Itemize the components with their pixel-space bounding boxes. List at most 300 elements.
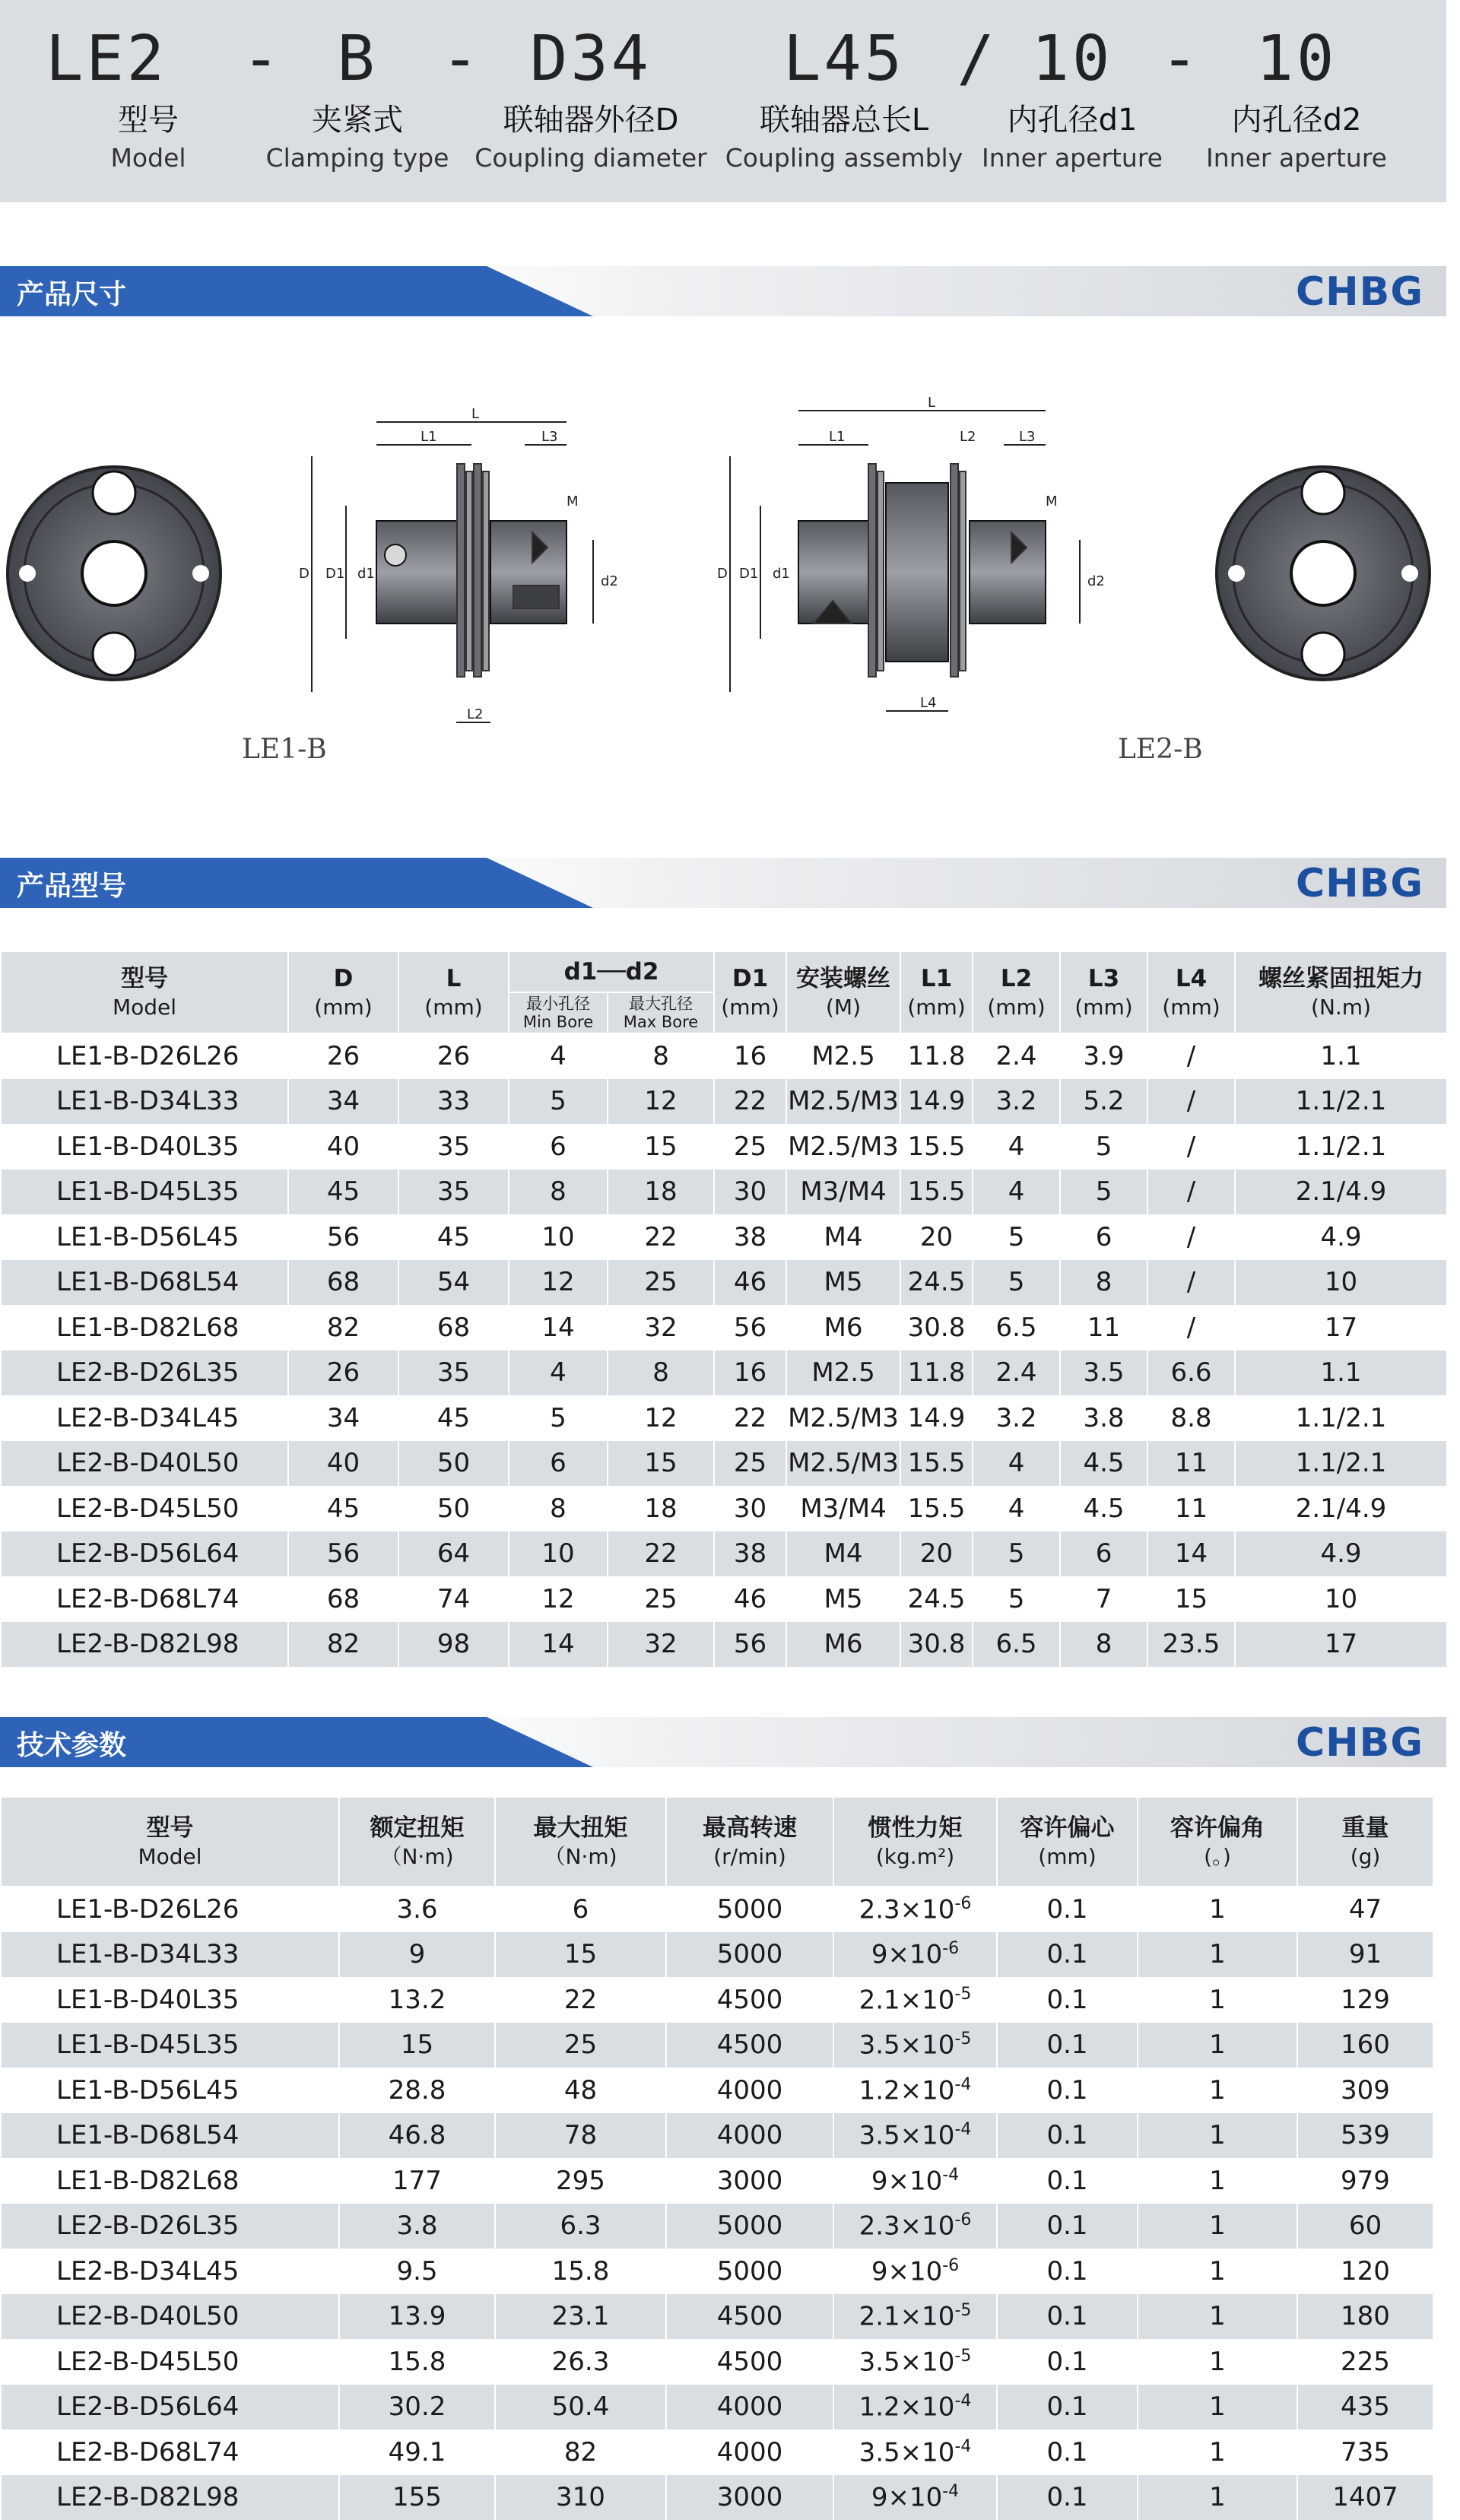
table-cell: 1.1/2.1 (1235, 1079, 1447, 1125)
table-cell: 1.1/2.1 (1235, 1124, 1447, 1170)
table-cell: 11 (1147, 1486, 1235, 1531)
table-cell: 2.4 (973, 1033, 1060, 1079)
table-cell: 35 (398, 1350, 509, 1396)
table-cell: 22 (495, 1977, 666, 2023)
table-cell: / (1147, 1305, 1235, 1350)
table-cell: 309 (1297, 2068, 1433, 2113)
table-cell: 60 (1297, 2204, 1433, 2249)
table-cell: 56 (288, 1531, 398, 1577)
col-torque: 螺丝紧固扭矩力 (N.m) (1235, 951, 1447, 1033)
table-cell: 15.5 (900, 1441, 973, 1487)
table-cell: 8.8 (1147, 1395, 1235, 1441)
table-cell: 225 (1297, 2339, 1433, 2385)
table-row (1, 2249, 1433, 2294)
table-cell: 23.5 (1147, 1622, 1235, 1668)
table-cell: 10 (509, 1214, 608, 1260)
code-d1: 10 (1032, 23, 1113, 95)
table-cell: 22 (714, 1079, 786, 1125)
models-table-body (1, 1033, 1447, 1667)
model-cell: LE1-B-D56L45 (1, 1214, 288, 1260)
table-cell: 5 (1060, 1170, 1147, 1215)
table-row (1, 1305, 1447, 1350)
model-cell: LE2-B-D56L64 (1, 2385, 339, 2430)
table-cell: 56 (714, 1622, 786, 1668)
section-header-dimensions (0, 266, 1446, 316)
section-header-models (0, 858, 1446, 908)
table-cell: 4000 (666, 2385, 833, 2430)
section-title: 技术参数 (17, 1724, 126, 1763)
table-cell: 1 (1138, 2158, 1297, 2204)
section-gradient (426, 858, 1446, 908)
model-cell: LE1-B-D40L35 (1, 1977, 339, 2023)
table-cell: M4 (786, 1531, 900, 1577)
section-gradient (426, 266, 1446, 316)
dim-label-D: D (299, 566, 309, 582)
table-cell: 1 (1138, 2294, 1297, 2340)
table-row (1, 1622, 1447, 1668)
table-cell: 68 (288, 1260, 398, 1306)
brand-logo: CHBG (1296, 269, 1424, 315)
table-cell: 3.9 (1060, 1033, 1147, 1079)
table-cell: 180 (1297, 2294, 1433, 2340)
table-cell: 0.1 (997, 2204, 1138, 2249)
tech-col-header: 额定扭矩 （N·m) (339, 1797, 495, 1887)
models-table (0, 951, 1448, 1667)
dim-label-M: M (567, 494, 579, 509)
col-L: L (mm) (398, 951, 509, 1033)
table-row (1, 1531, 1447, 1577)
table-cell: 25 (714, 1124, 786, 1170)
tech-header-row (1, 1797, 1433, 1887)
code-slash: / (957, 23, 997, 95)
table-cell: $9\times 10^{-6}$ (833, 1932, 997, 1978)
dim-label-L2: L2 (467, 706, 483, 722)
table-cell: M2.5 (786, 1033, 900, 1079)
table-cell: 30.2 (339, 2385, 495, 2430)
code-dash: - (1160, 23, 1201, 95)
table-cell: M3/M4 (786, 1486, 900, 1531)
table-cell: 9 (339, 1932, 495, 1978)
table-cell: 17 (1235, 1305, 1447, 1350)
table-cell: 0.1 (997, 2113, 1138, 2159)
table-cell: 4500 (666, 1977, 833, 2023)
table-cell: 4 (973, 1124, 1060, 1170)
table-row (1, 1576, 1447, 1622)
right-end-view (1217, 467, 1430, 680)
dim-label-L3: L3 (1019, 429, 1035, 445)
table-row (1, 1033, 1447, 1079)
table-cell: 1 (1138, 2204, 1297, 2249)
table-cell: 22 (714, 1395, 786, 1441)
table-cell: 4000 (666, 2068, 833, 2113)
code-clamp: B (337, 23, 377, 95)
table-cell: $1.2\times 10^{-4}$ (833, 2385, 997, 2430)
table-cell: 30.8 (900, 1305, 973, 1350)
table-cell: 0.1 (997, 2023, 1138, 2068)
table-cell: 18 (608, 1486, 714, 1531)
table-cell: 30 (714, 1170, 786, 1215)
table-row (1, 1350, 1447, 1396)
table-row (1, 2204, 1433, 2249)
table-cell: 0.1 (997, 2249, 1138, 2294)
table-cell: 4.9 (1235, 1531, 1447, 1577)
table-cell: 8 (509, 1486, 608, 1531)
col-d1-d2: d1──d2 (509, 951, 714, 992)
table-cell: 1 (1138, 2023, 1297, 2068)
tech-col-header: 容许偏心 (mm) (997, 1797, 1138, 1887)
label-d1: 内孔径d1 Inner aperture (982, 100, 1163, 176)
label-model: 型号 Model (110, 100, 186, 176)
table-cell: 5 (509, 1079, 608, 1125)
table-cell: 25 (495, 2023, 666, 2068)
table-cell: $9\times 10^{-6}$ (833, 2249, 997, 2294)
table-cell: 14.9 (900, 1079, 973, 1125)
table-cell: 46 (714, 1576, 786, 1622)
tech-col-header: 最高转速 (r/min) (666, 1797, 833, 1887)
model-cell: LE1-B-D82L68 (1, 2158, 339, 2204)
table-cell: 160 (1297, 2023, 1433, 2068)
table-cell: 6 (495, 1887, 666, 1932)
dim-label-L: L (471, 406, 479, 422)
table-cell: 14 (509, 1622, 608, 1668)
drawing-label-le2: LE2-B (1118, 734, 1203, 765)
model-cell: LE2-B-D45L50 (1, 1486, 288, 1531)
table-cell: 295 (495, 2158, 666, 2204)
table-cell: 3000 (666, 2475, 833, 2520)
le1-side-view (312, 422, 593, 722)
table-cell: 5 (973, 1576, 1060, 1622)
table-cell: 82 (288, 1622, 398, 1668)
table-cell: M6 (786, 1622, 900, 1668)
table-cell: 8 (1060, 1260, 1147, 1306)
le2-side-view (730, 411, 1080, 711)
dim-label-D1: D1 (739, 566, 758, 582)
model-code-banner (0, 0, 1446, 202)
table-cell: M2.5/M3 (786, 1441, 900, 1487)
table-cell: 2.1/4.9 (1235, 1170, 1447, 1215)
table-cell: 91 (1297, 1932, 1433, 1978)
label-length: 联轴器总长L Coupling assembly (725, 100, 963, 176)
dim-label-L: L (928, 395, 935, 411)
table-cell: 26 (288, 1350, 398, 1396)
model-cell: LE2-B-D68L74 (1, 2430, 339, 2475)
tech-table-body (1, 1887, 1433, 2520)
dim-label-L3: L3 (541, 429, 557, 445)
table-cell: 1.1/2.1 (1235, 1395, 1447, 1441)
code-dash: - (441, 23, 481, 95)
table-row (1, 1214, 1447, 1260)
table-cell: 0.1 (997, 1887, 1138, 1932)
table-cell: 1 (1138, 2385, 1297, 2430)
table-cell: M5 (786, 1576, 900, 1622)
table-cell: 8 (509, 1170, 608, 1215)
table-cell: 54 (398, 1260, 509, 1306)
model-cell: LE2-B-D34L45 (1, 2249, 339, 2294)
table-cell: 6.5 (973, 1305, 1060, 1350)
table-cell: 4 (973, 1486, 1060, 1531)
table-cell: 14.9 (900, 1395, 973, 1441)
table-cell: 23.1 (495, 2294, 666, 2340)
col-L4: L4 (mm) (1147, 951, 1235, 1033)
table-cell: 4000 (666, 2430, 833, 2475)
code-series: LE2 (46, 23, 167, 95)
table-cell: 5 (1060, 1124, 1147, 1170)
col-L1: L1 (mm) (900, 951, 973, 1033)
table-cell: 4500 (666, 2339, 833, 2385)
dimension-drawings (0, 319, 1446, 806)
table-cell: 15.5 (900, 1124, 973, 1170)
model-cell: LE1-B-D40L35 (1, 1124, 288, 1170)
table-cell: 4.5 (1060, 1441, 1147, 1487)
table-cell: $3.5\times 10^{-4}$ (833, 2430, 997, 2475)
table-cell: 1.1/2.1 (1235, 1441, 1447, 1487)
dim-label-L2: L2 (960, 429, 976, 445)
table-cell: 4500 (666, 2023, 833, 2068)
table-cell: 1 (1138, 2113, 1297, 2159)
table-cell: 74 (398, 1576, 509, 1622)
table-cell: 26 (398, 1033, 509, 1079)
table-cell: 735 (1297, 2430, 1433, 2475)
table-row (1, 1124, 1447, 1170)
model-cell: LE1-B-D26L26 (1, 1033, 288, 1079)
table-cell: 45 (398, 1214, 509, 1260)
code-diameter: D34 (530, 23, 652, 95)
table-cell: 2.1/4.9 (1235, 1486, 1447, 1531)
section-gradient (426, 1717, 1446, 1767)
table-cell: 16 (714, 1350, 786, 1396)
table-cell: 26.3 (495, 2339, 666, 2385)
table-cell: 1 (1138, 2430, 1297, 2475)
drawings-svg (0, 319, 1446, 806)
left-end-view (8, 467, 221, 680)
table-cell: 17 (1235, 1622, 1447, 1668)
model-cell: LE1-B-D68L54 (1, 1260, 288, 1306)
model-cell: LE2-B-D40L50 (1, 2294, 339, 2340)
table-cell: 38 (714, 1214, 786, 1260)
table-row (1, 1977, 1433, 2023)
table-cell: $2.3\times 10^{-6}$ (833, 1887, 997, 1932)
drawing-label-le1: LE1-B (242, 734, 327, 765)
table-cell: 11.8 (900, 1350, 973, 1396)
table-cell: / (1147, 1260, 1235, 1306)
col-L3: L3 (mm) (1060, 951, 1147, 1033)
table-cell: M6 (786, 1305, 900, 1350)
model-cell: LE2-B-D26L35 (1, 1350, 288, 1396)
table-cell: 38 (714, 1531, 786, 1577)
table-cell: 47 (1297, 1887, 1433, 1932)
table-cell: 26 (288, 1033, 398, 1079)
table-row (1, 2339, 1433, 2385)
table-cell: 49.1 (339, 2430, 495, 2475)
table-cell: 15.8 (495, 2249, 666, 2294)
table-cell: 30.8 (900, 1622, 973, 1668)
col-screw: 安装螺丝 (M) (786, 951, 900, 1033)
table-row (1, 2430, 1433, 2475)
table-cell: 12 (509, 1260, 608, 1306)
table-row (1, 2475, 1433, 2520)
table-cell: / (1147, 1124, 1235, 1170)
table-cell: 35 (398, 1124, 509, 1170)
table-cell: / (1147, 1033, 1235, 1079)
model-cell: LE1-B-D26L26 (1, 1887, 339, 1932)
table-cell: $9\times 10^{-4}$ (833, 2475, 997, 2520)
table-cell: 8 (1060, 1622, 1147, 1668)
code-dash: - (242, 23, 282, 95)
table-cell: 4.9 (1235, 1214, 1447, 1260)
table-cell: 3.8 (339, 2204, 495, 2249)
table-row (1, 1170, 1447, 1215)
section-header-tech (0, 1717, 1446, 1767)
dim-label-D: D (717, 566, 728, 582)
table-cell: 0.1 (997, 2475, 1138, 2520)
tech-table (0, 1796, 1434, 2520)
table-row (1, 1486, 1447, 1531)
table-cell: 11 (1060, 1305, 1147, 1350)
table-cell: 0.1 (997, 2385, 1138, 2430)
table-cell: 11.8 (900, 1033, 973, 1079)
table-cell: 8 (608, 1350, 714, 1396)
table-cell: 50 (398, 1486, 509, 1531)
model-cell: LE1-B-D56L45 (1, 2068, 339, 2113)
table-cell: 15 (608, 1124, 714, 1170)
table-cell: 45 (288, 1486, 398, 1531)
table-cell: 1 (1138, 2475, 1297, 2520)
table-cell: 24.5 (900, 1260, 973, 1306)
table-cell: 129 (1297, 1977, 1433, 2023)
model-cell: LE2-B-D82L98 (1, 1622, 288, 1668)
table-cell: 14 (509, 1305, 608, 1350)
table-cell: 3.5 (1060, 1350, 1147, 1396)
table-cell: 310 (495, 2475, 666, 2520)
tech-col-header: 容许偏角 (。) (1138, 1797, 1297, 1887)
table-cell: 50 (398, 1441, 509, 1487)
table-cell: 3000 (666, 2158, 833, 2204)
table-cell: 0.1 (997, 2158, 1138, 2204)
table-cell: 0.1 (997, 2294, 1138, 2340)
table-cell: 10 (1235, 1260, 1447, 1306)
table-cell: 82 (288, 1305, 398, 1350)
col-D: D (mm) (288, 951, 398, 1033)
model-cell: LE1-B-D82L68 (1, 1305, 288, 1350)
table-cell: 35 (398, 1170, 509, 1215)
table-row (1, 2294, 1433, 2340)
table-cell: 20 (900, 1214, 973, 1260)
table-cell: 7 (1060, 1576, 1147, 1622)
model-cell: LE1-B-D45L35 (1, 2023, 339, 2068)
col-L2: L2 (mm) (973, 951, 1060, 1033)
table-cell: 56 (288, 1214, 398, 1260)
code-length: L45 (783, 23, 905, 95)
col-min-bore: 最小孔径 Min Bore (509, 992, 608, 1033)
table-cell: 24.5 (900, 1576, 973, 1622)
table-cell: 6 (1060, 1214, 1147, 1260)
table-cell: 5 (973, 1214, 1060, 1260)
table-cell: 3.8 (1060, 1395, 1147, 1441)
table-row (1, 1887, 1433, 1932)
table-cell: 32 (608, 1305, 714, 1350)
table-cell: 15 (495, 1932, 666, 1978)
model-cell: LE2-B-D45L50 (1, 2339, 339, 2385)
table-row (1, 2023, 1433, 2068)
table-cell: 15.5 (900, 1486, 973, 1531)
table-cell: 45 (398, 1395, 509, 1441)
table-cell: 4 (973, 1441, 1060, 1487)
table-cell: 12 (608, 1395, 714, 1441)
model-cell: LE2-B-D82L98 (1, 2475, 339, 2520)
table-cell: M2.5/M3 (786, 1395, 900, 1441)
table-cell: $2.1\times 10^{-5}$ (833, 1977, 997, 2023)
table-cell: 15 (1147, 1576, 1235, 1622)
model-cell: LE2-B-D56L64 (1, 1531, 288, 1577)
table-cell: 25 (714, 1441, 786, 1487)
dim-label-L1: L1 (421, 429, 436, 445)
table-row (1, 2385, 1433, 2430)
table-cell: 5 (973, 1531, 1060, 1577)
col-model: 型号 Model (1, 951, 288, 1033)
table-cell: 6 (509, 1124, 608, 1170)
table-cell: 15 (339, 2023, 495, 2068)
table-cell: 5000 (666, 1932, 833, 1978)
table-cell: 1 (1138, 1932, 1297, 1978)
table-cell: 15 (608, 1441, 714, 1487)
table-cell: $2.1\times 10^{-5}$ (833, 2294, 997, 2340)
table-cell: 0.1 (997, 2430, 1138, 2475)
table-cell: 155 (339, 2475, 495, 2520)
table-cell: 12 (509, 1576, 608, 1622)
table-cell: 5000 (666, 1887, 833, 1932)
table-cell: / (1147, 1079, 1235, 1125)
label-d2: 内孔径d2 Inner aperture (1206, 100, 1387, 176)
table-cell: 10 (1235, 1576, 1447, 1622)
tech-col-header: 重量 (g) (1297, 1797, 1433, 1887)
table-cell: 5 (973, 1260, 1060, 1306)
table-cell: 46 (714, 1260, 786, 1306)
table-cell: 13.9 (339, 2294, 495, 2340)
model-cell: LE1-B-D34L33 (1, 1932, 339, 1978)
table-cell: 1 (1138, 2068, 1297, 2113)
table-cell: 15.8 (339, 2339, 495, 2385)
table-cell: $3.5\times 10^{-4}$ (833, 2113, 997, 2159)
table-cell: 6.3 (495, 2204, 666, 2249)
table-row (1, 1395, 1447, 1441)
col-max-bore: 最大孔径 Max Bore (608, 992, 714, 1033)
table-cell: 1 (1138, 2339, 1297, 2385)
table-cell: M5 (786, 1260, 900, 1306)
table-cell: 10 (509, 1531, 608, 1577)
table-cell: / (1147, 1170, 1235, 1215)
section-title: 产品型号 (17, 865, 126, 903)
table-cell: 68 (398, 1305, 509, 1350)
table-cell: 45 (288, 1170, 398, 1215)
table-cell: 0.1 (997, 2339, 1138, 2385)
model-cell: LE2-B-D26L35 (1, 2204, 339, 2249)
brand-logo: CHBG (1296, 861, 1424, 906)
table-cell: 4 (509, 1033, 608, 1079)
model-cell: LE2-B-D40L50 (1, 1441, 288, 1487)
table-row (1, 1079, 1447, 1125)
table-row (1, 1932, 1433, 1978)
table-row (1, 1441, 1447, 1487)
table-cell: 5 (509, 1395, 608, 1441)
table-cell: $9\times 10^{-4}$ (833, 2158, 997, 2204)
dim-label-M: M (1046, 494, 1058, 509)
model-cell: LE1-B-D34L33 (1, 1079, 288, 1125)
table-cell: 8 (608, 1033, 714, 1079)
tech-col-header: 最大扭矩 （N·m) (495, 1797, 666, 1887)
table-cell: 5000 (666, 2249, 833, 2294)
table-cell: 34 (288, 1395, 398, 1441)
table-cell: 6.6 (1147, 1350, 1235, 1396)
